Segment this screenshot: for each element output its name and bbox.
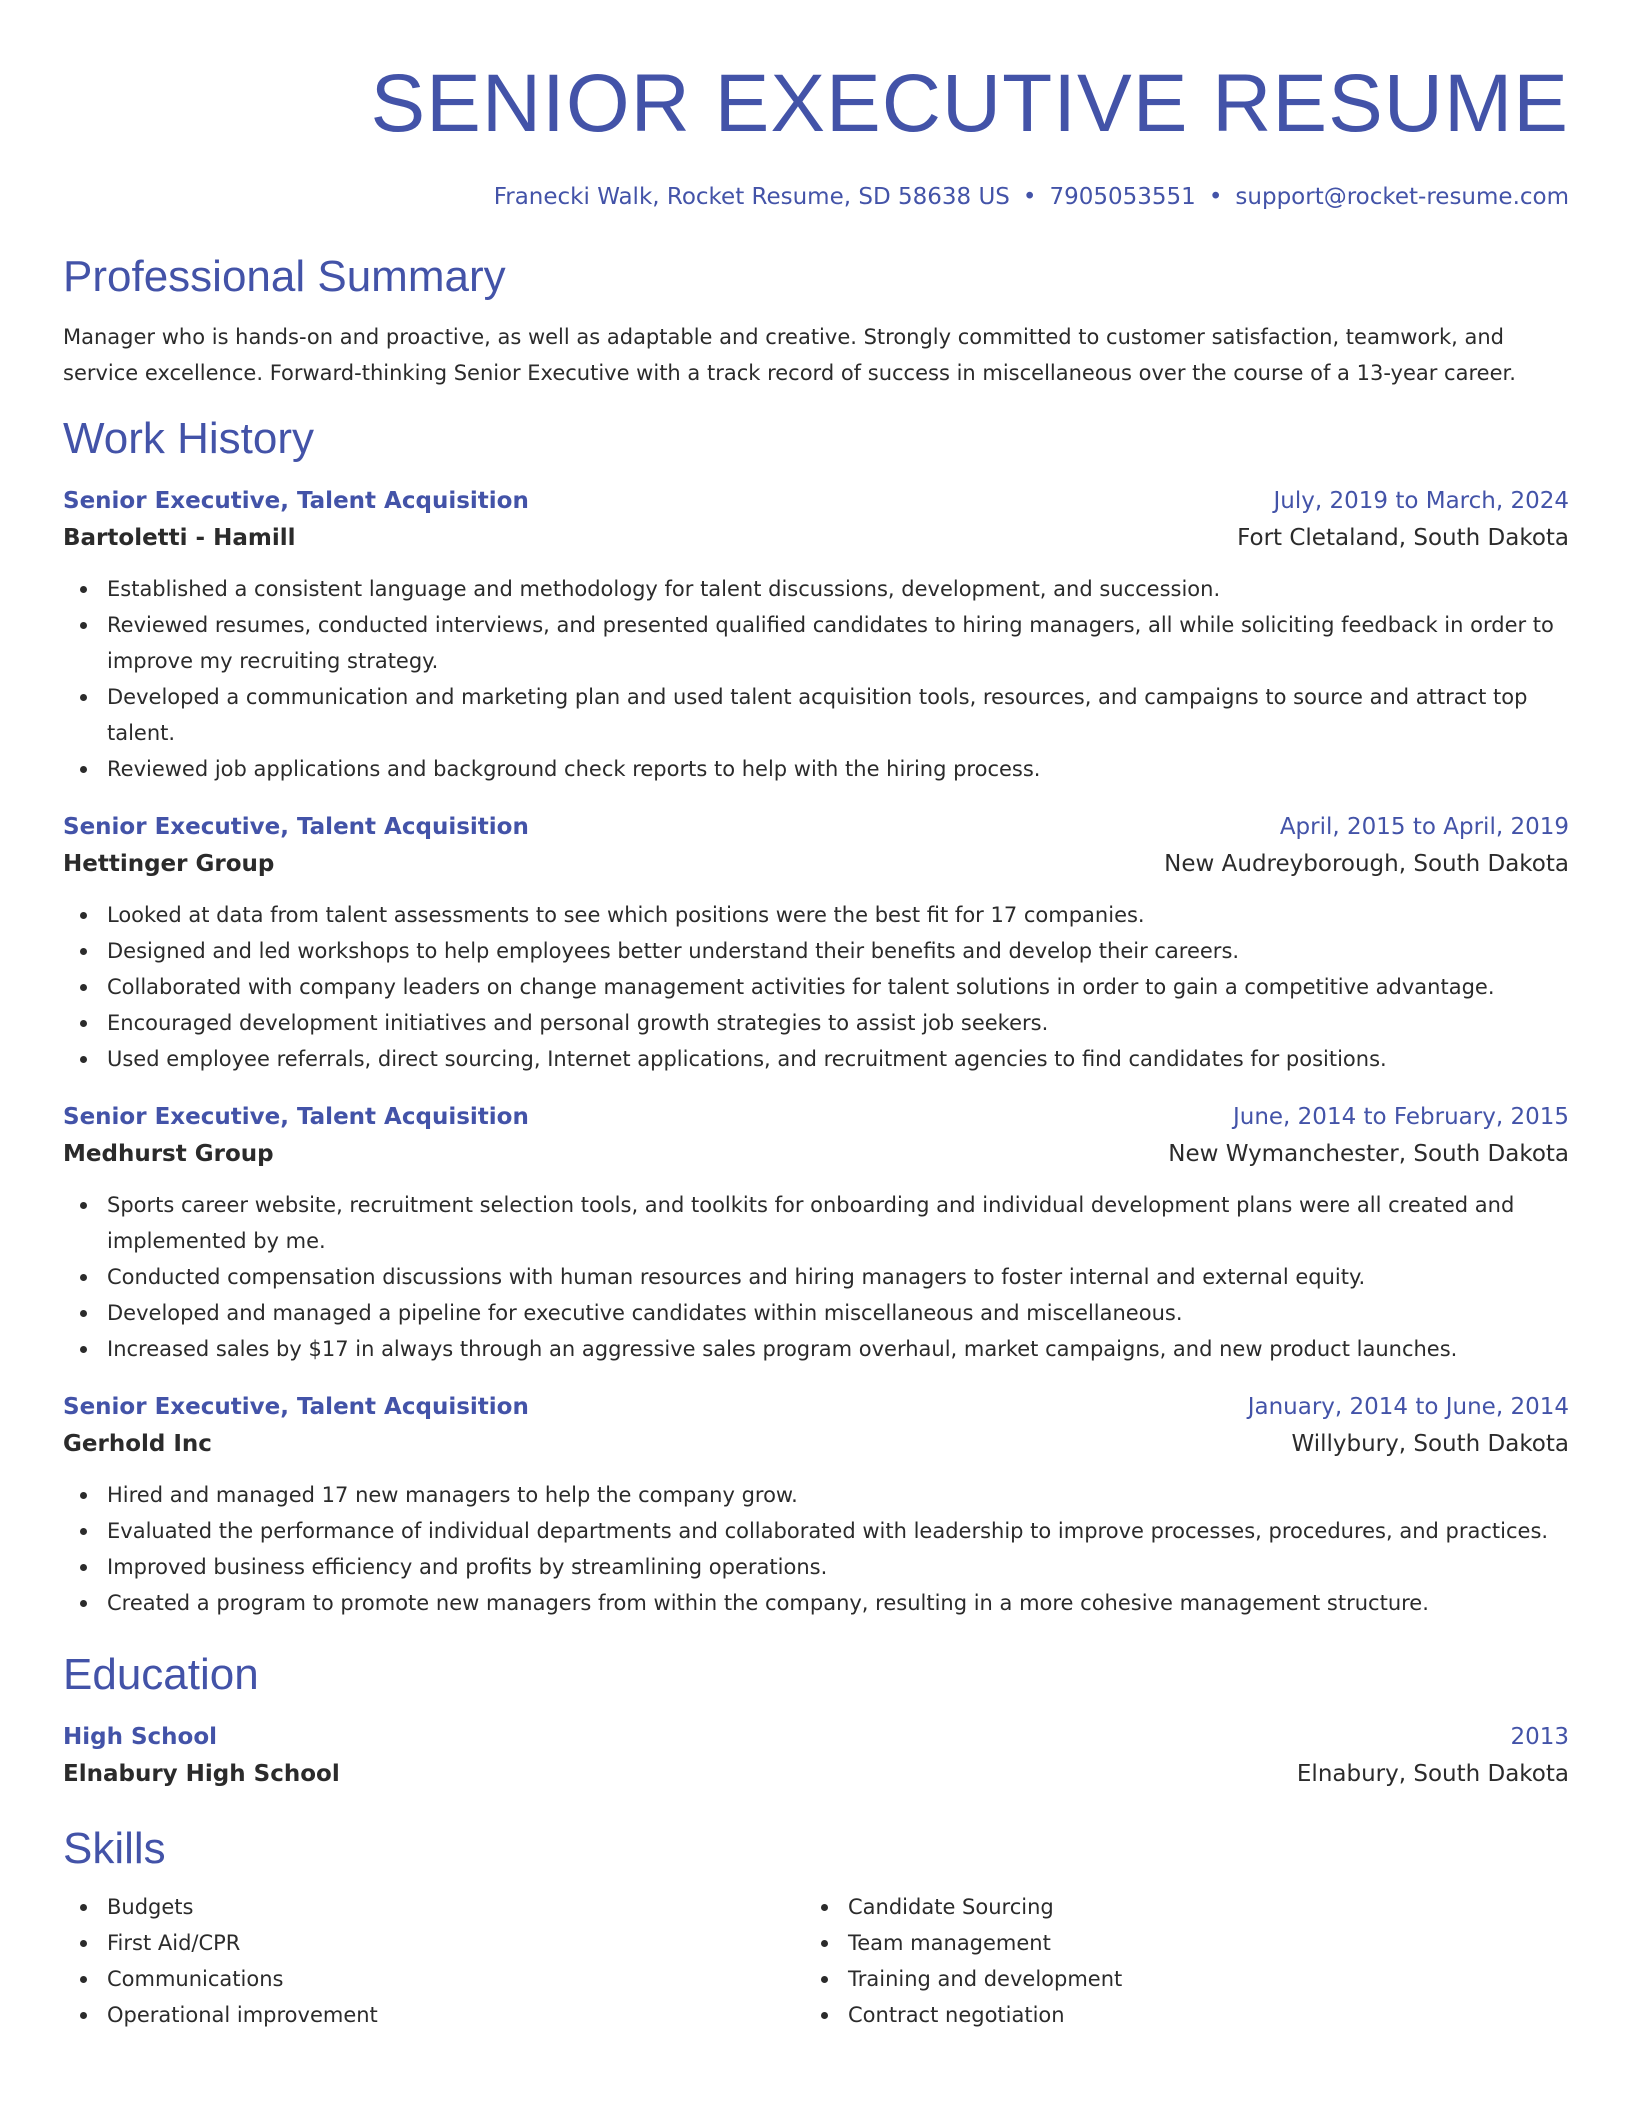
job-title: Senior Executive, Talent Acquisition — [63, 1104, 529, 1130]
job-bullets — [63, 897, 1569, 1077]
contact-separator: • — [1208, 184, 1223, 210]
job-bullet: Improved business efficiency and profits by streamlining operations. — [63, 1549, 1569, 1585]
job-bullets — [63, 571, 1569, 787]
job-company: Medhurst Group — [63, 1141, 274, 1167]
job-company: Gerhold Inc — [63, 1431, 212, 1457]
job-bullets — [63, 1477, 1569, 1621]
job-entry — [63, 1389, 1569, 1621]
job-bullet: Reviewed job applications and background check reports to help with the hiring process. — [63, 751, 1569, 787]
job-location: Fort Cletaland, South Dakota — [1237, 525, 1569, 551]
skill-item: First Aid/CPR — [63, 1925, 804, 1961]
job-bullet: Conducted compensation discussions with human resources and hiring managers to foster internal and external equity. — [63, 1259, 1569, 1295]
contact-phone[interactable]: 7905053551 — [1049, 184, 1196, 210]
skill-item: Candidate Sourcing — [804, 1889, 1545, 1925]
education-year: 2013 — [1510, 1724, 1569, 1750]
job-bullet: Developed a communication and marketing plan and used talent acquisition tools, resources, and campaigns to source and attract top talent. — [63, 679, 1569, 751]
job-location: New Audreyborough, South Dakota — [1164, 851, 1569, 877]
job-entry — [63, 1099, 1569, 1367]
job-dates: April, 2015 to April, 2019 — [1279, 814, 1569, 840]
job-bullet: Reviewed resumes, conducted interviews, and presented qualified candidates to hiring managers, all while soliciting feedback in order to improve my recruiting strategy. — [63, 607, 1569, 679]
job-bullet: Evaluated the performance of individual departments and collaborated with leadership to improve processes, procedures, and practices. — [63, 1513, 1569, 1549]
job-bullet: Created a program to promote new managers from within the company, resulting in a more cohesive management structure. — [63, 1585, 1569, 1621]
job-title: Senior Executive, Talent Acquisition — [63, 1394, 529, 1420]
skill-item: Operational improvement — [63, 1997, 804, 2033]
skill-item: Team management — [804, 1925, 1545, 1961]
job-bullet: Increased sales by $17 in always through an aggressive sales program overhaul, market campaigns, and new product launches. — [63, 1331, 1569, 1367]
education-school: Elnabury High School — [63, 1761, 340, 1787]
job-bullet: Looked at data from talent assessments to see which positions were the best fit for 17 companies. — [63, 897, 1569, 933]
job-title: Senior Executive, Talent Acquisition — [63, 488, 529, 514]
summary-heading: Professional Summary — [63, 252, 506, 301]
contact-separator: • — [1022, 184, 1037, 210]
job-bullet: Developed and managed a pipeline for executive candidates within miscellaneous and miscellaneous. — [63, 1295, 1569, 1331]
skills-list — [63, 1889, 1569, 2033]
job-bullet: Sports career website, recruitment selection tools, and toolkits for onboarding and individual development plans were all created and implemented by me. — [63, 1187, 1569, 1259]
job-title: Senior Executive, Talent Acquisition — [63, 814, 529, 840]
skills-column-right — [804, 1889, 1545, 2033]
job-company: Hettinger Group — [63, 851, 275, 877]
job-location: New Wymanchester, South Dakota — [1168, 1141, 1569, 1167]
education-heading: Education — [63, 1650, 259, 1699]
job-location: Willybury, South Dakota — [1291, 1431, 1569, 1457]
job-dates: January, 2014 to June, 2014 — [1247, 1394, 1569, 1420]
skills-column-left — [63, 1889, 804, 2033]
resume-name: SENIOR EXECUTIVE RESUME — [370, 58, 1569, 149]
skill-item: Budgets — [63, 1889, 804, 1925]
job-entry — [63, 809, 1569, 1077]
job-dates: July, 2019 to March, 2024 — [1273, 488, 1569, 514]
education-degree: High School — [63, 1724, 218, 1750]
job-company: Bartoletti - Hamill — [63, 525, 296, 551]
job-entry — [63, 483, 1569, 787]
education-entry — [63, 1719, 1569, 1793]
contact-line — [63, 182, 1569, 212]
job-bullet: Encouraged development initiatives and personal growth strategies to assist job seekers. — [63, 1005, 1569, 1041]
job-bullet: Designed and led workshops to help employees better understand their benefits and develop their careers. — [63, 933, 1569, 969]
summary-text: Manager who is hands-on and proactive, as well as adaptable and creative. Strongly committed to customer satisfaction, teamwork, and service excellence. Forward-thinking Senior Executive with a track record of success in miscellaneous over the course of a 13-year career. — [63, 325, 1516, 385]
skills-heading: Skills — [63, 1824, 166, 1873]
skill-item: Contract negotiation — [804, 1997, 1545, 2033]
work-history-heading: Work History — [63, 414, 314, 463]
skill-item: Training and development — [804, 1961, 1545, 1997]
education-location: Elnabury, South Dakota — [1296, 1761, 1569, 1787]
job-bullet: Established a consistent language and methodology for talent discussions, development, and succession. — [63, 571, 1569, 607]
job-bullets — [63, 1187, 1569, 1367]
contact-address: Franecki Walk, Rocket Resume, SD 58638 US — [493, 184, 1010, 210]
contact-email[interactable]: support@rocket-resume.com — [1235, 184, 1569, 210]
job-dates: June, 2014 to February, 2015 — [1232, 1104, 1569, 1130]
skill-item: Communications — [63, 1961, 804, 1997]
job-bullet: Used employee referrals, direct sourcing, Internet applications, and recruitment agencies to find candidates for positions. — [63, 1041, 1569, 1077]
job-bullet: Hired and managed 17 new managers to help the company grow. — [63, 1477, 1569, 1513]
job-bullet: Collaborated with company leaders on change management activities for talent solutions in order to gain a competitive advantage. — [63, 969, 1569, 1005]
